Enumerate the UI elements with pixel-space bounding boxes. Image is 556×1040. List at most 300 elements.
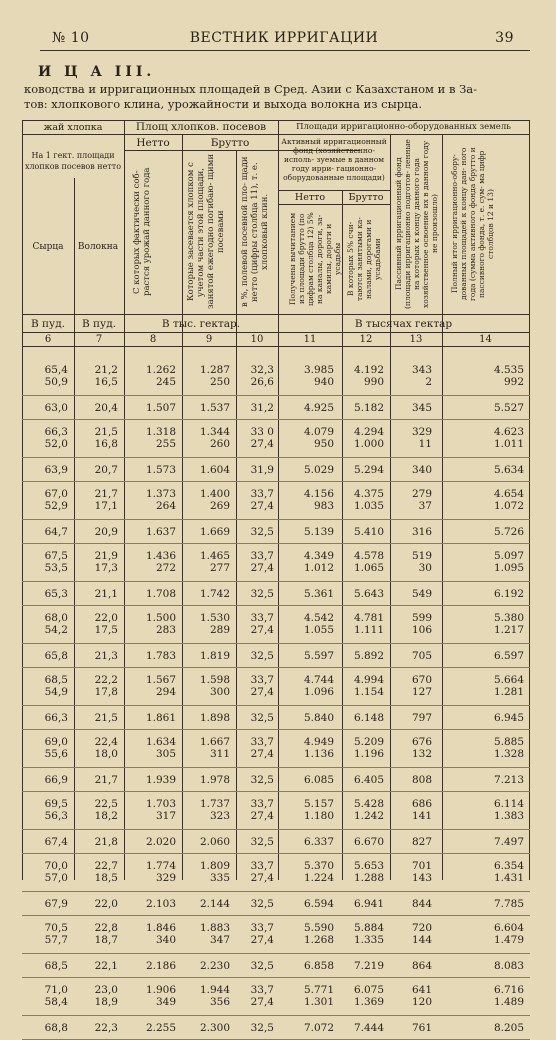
cell-value: 31,2 <box>250 402 274 414</box>
cell-value: 549 <box>411 588 432 600</box>
table-cell <box>342 612 384 636</box>
cell-value: 5.643 <box>353 588 384 600</box>
table-cell <box>74 550 118 574</box>
cell-value: 1.012 <box>303 562 334 574</box>
table-cell <box>124 464 176 476</box>
cell-value: 300 <box>209 686 230 698</box>
unit-col-11-14: В тысячах гектар <box>354 318 453 330</box>
cell-value: 335 <box>209 872 230 884</box>
cell-value: 4.781 <box>353 612 384 624</box>
cell-value: 21,7 <box>94 488 118 500</box>
table-cell <box>390 798 432 822</box>
cell-value: 1.479 <box>493 934 524 946</box>
cell-value: 6.670 <box>353 836 384 848</box>
cell-value: 53,5 <box>44 562 68 574</box>
header-col-9: Которые засевается хлопком с учетом части этой площади, занятой ежегодно погибаю- щими посевами <box>186 154 226 310</box>
cell-value: 1.667 <box>199 736 230 748</box>
cell-value: 864 <box>411 960 432 972</box>
cell-value: 54,2 <box>44 624 68 636</box>
cell-value: 1.809 <box>199 860 230 872</box>
cell-value: 33,7 <box>250 798 274 810</box>
cell-value: 4.079 <box>303 426 334 438</box>
cell-value: 676 <box>411 736 432 748</box>
table-cell <box>390 488 432 512</box>
cell-value: 5.157 <box>303 798 334 810</box>
cell-value: 17,3 <box>94 562 118 574</box>
header-net: Нетто <box>136 137 170 149</box>
cell-value: 1.383 <box>493 810 524 822</box>
cell-value: 1.224 <box>303 872 334 884</box>
table-cell <box>22 612 68 636</box>
cell-value: 4.156 <box>303 488 334 500</box>
cell-value: 1.065 <box>353 562 384 574</box>
cell-value: 18,7 <box>94 934 118 946</box>
cell-value: 4.654 <box>493 488 524 500</box>
table-cell <box>342 836 384 848</box>
cell-value: 686 <box>411 798 432 810</box>
cell-value: 33,7 <box>250 860 274 872</box>
cell-value: 1.500 <box>145 612 176 624</box>
cell-value: 20,9 <box>94 526 118 538</box>
cell-value: 68,5 <box>44 960 68 972</box>
cell-value: 27,4 <box>250 500 274 512</box>
table-row <box>22 582 530 606</box>
issue-number: № 10 <box>52 30 90 46</box>
table-cell <box>236 774 274 786</box>
table-cell <box>236 922 274 946</box>
table-cell <box>390 984 432 1008</box>
cell-value: 27,4 <box>250 934 274 946</box>
table-cell <box>74 922 118 946</box>
cell-value: 68,0 <box>44 612 68 624</box>
cell-value: 31,9 <box>250 464 274 476</box>
cell-value: 5.294 <box>353 464 384 476</box>
table-cell <box>74 488 118 512</box>
cell-value: 983 <box>313 500 334 512</box>
cell-value: 7.219 <box>353 960 384 972</box>
table-cell <box>74 712 118 724</box>
table-cell <box>22 550 68 574</box>
table-cell <box>124 526 176 538</box>
cell-value: 18,9 <box>94 996 118 1008</box>
table-cell <box>442 736 524 760</box>
table-cell <box>74 836 118 848</box>
table-cell <box>236 588 274 600</box>
cell-value: 67,9 <box>44 898 68 910</box>
column-number: 9 <box>205 334 213 345</box>
table-row <box>22 520 530 544</box>
cell-value: 5.634 <box>493 464 524 476</box>
table-cell <box>278 860 334 884</box>
cell-value: 21,5 <box>94 426 118 438</box>
table-cell <box>278 798 334 822</box>
cell-value: 1.035 <box>353 500 384 512</box>
table-row <box>22 978 530 1016</box>
table-cell <box>390 464 432 476</box>
table-cell <box>22 736 68 760</box>
cell-value: 52,9 <box>44 500 68 512</box>
cell-value: 22,3 <box>94 1022 118 1034</box>
column-number: 10 <box>250 334 264 345</box>
cell-value: 64,7 <box>44 526 68 538</box>
cell-value: 1.242 <box>353 810 384 822</box>
table-cell <box>74 774 118 786</box>
table-cell <box>442 612 524 636</box>
table-cell <box>124 650 176 662</box>
table-cell <box>236 1022 274 1034</box>
table-rule <box>22 332 530 333</box>
cell-value: 992 <box>503 376 524 388</box>
cell-value: 33,7 <box>250 550 274 562</box>
cell-value: 316 <box>411 526 432 538</box>
cell-value: 345 <box>411 402 432 414</box>
table-cell <box>278 550 334 574</box>
cell-value: 4.578 <box>353 550 384 562</box>
cell-value: 1.268 <box>303 934 334 946</box>
table-cell <box>124 550 176 574</box>
table-cell <box>182 860 230 884</box>
cell-value: 65,4 <box>44 364 68 376</box>
cell-value: 4.623 <box>493 426 524 438</box>
cell-value: 5.840 <box>303 712 334 724</box>
cell-value: 20,7 <box>94 464 118 476</box>
table-cell <box>442 1022 524 1034</box>
table-row <box>22 482 530 520</box>
table-cell <box>236 712 274 724</box>
table-cell <box>182 650 230 662</box>
table-cell <box>278 364 334 388</box>
table-cell <box>442 674 524 698</box>
table-cell <box>22 650 68 662</box>
table-row <box>22 1016 530 1040</box>
header-fiber: Волокна <box>77 242 119 252</box>
cell-value: 120 <box>411 996 432 1008</box>
table-cell <box>342 774 384 786</box>
table-cell <box>22 774 68 786</box>
cell-value: 323 <box>209 810 230 822</box>
table-cell <box>278 588 334 600</box>
cell-value: 250 <box>209 376 230 388</box>
cell-value: 1.436 <box>145 550 176 562</box>
cell-value: 6.945 <box>493 712 524 724</box>
cell-value: 5.726 <box>493 526 524 538</box>
header-col-10: в %, полевой посевной пло- щади нетто (цифры столбца 11), т. е. хлопковый клин. <box>240 156 270 308</box>
cell-value: 32,5 <box>250 712 274 724</box>
table-row <box>22 544 530 582</box>
column-number: 12 <box>359 334 373 345</box>
cell-value: 1.703 <box>145 798 176 810</box>
table-cell <box>124 674 176 698</box>
cell-value: 21,8 <box>94 836 118 848</box>
cell-value: 52,0 <box>44 438 68 450</box>
cell-value: 305 <box>155 748 176 760</box>
table-cell <box>22 364 68 388</box>
table-cell <box>342 860 384 884</box>
table-cell <box>182 426 230 450</box>
cell-value: 1.095 <box>493 562 524 574</box>
table-cell <box>442 650 524 662</box>
table-cell <box>342 798 384 822</box>
cell-value: 69,0 <box>44 736 68 748</box>
cell-value: 32,5 <box>250 526 274 538</box>
cell-value: 720 <box>411 922 432 934</box>
table-cell <box>182 712 230 724</box>
header-gross: Брутто <box>210 137 250 149</box>
table-cell <box>74 984 118 1008</box>
column-number: 7 <box>95 334 103 345</box>
cell-value: 5.182 <box>353 402 384 414</box>
table-cell <box>22 960 68 972</box>
cell-value: 57,0 <box>44 872 68 884</box>
table-row <box>22 916 530 954</box>
table-cell <box>74 960 118 972</box>
table-cell <box>442 712 524 724</box>
table-cell <box>342 984 384 1008</box>
cell-value: 33,7 <box>250 736 274 748</box>
cell-value: 2.060 <box>199 836 230 848</box>
cell-value: 1.180 <box>303 810 334 822</box>
cell-value: 340 <box>155 934 176 946</box>
cell-value: 5.884 <box>353 922 384 934</box>
cell-value: 5.771 <box>303 984 334 996</box>
cell-value: 4.744 <box>303 674 334 686</box>
cell-value: 1.096 <box>303 686 334 698</box>
unit-col-7: В пуд. <box>81 318 117 330</box>
cell-value: 2.186 <box>145 960 176 972</box>
cell-value: 272 <box>155 562 176 574</box>
cell-value: 22,4 <box>94 736 118 748</box>
cell-value: 17,8 <box>94 686 118 698</box>
cell-value: 6.405 <box>353 774 384 786</box>
cell-value: 32,5 <box>250 650 274 662</box>
column-number: 14 <box>479 334 492 345</box>
table-cell <box>390 650 432 662</box>
cell-value: 1.708 <box>145 588 176 600</box>
cell-value: 1.328 <box>493 748 524 760</box>
table-cell <box>182 464 230 476</box>
table-label: И Ц А III. <box>38 64 156 80</box>
table-cell <box>22 922 68 946</box>
cell-value: 1.774 <box>145 860 176 872</box>
header-active-fund: Активный ирригационный фонд (хозяйственно-исполь- зуемые в данном году ирри- гационно-оборудованные площади) <box>281 137 387 182</box>
table-cell <box>182 984 230 1008</box>
table-cell <box>124 612 176 636</box>
cell-value: 7.444 <box>353 1022 384 1034</box>
table-cell <box>390 736 432 760</box>
table-cell <box>278 836 334 848</box>
cell-value: 65,3 <box>44 588 68 600</box>
cell-value: 950 <box>313 438 334 450</box>
cell-value: 1.537 <box>199 402 230 414</box>
header-col-14: Полный итог ирригационно-обору- дованных площадей к концу дан- ного года (сумма активного фонда брутто и пассивного фонда, т. е. сум- ма цифр столбцов 12 и 13) <box>450 147 495 301</box>
cell-value: 8.083 <box>493 960 524 972</box>
cell-value: 1.978 <box>199 774 230 786</box>
running-header <box>40 30 528 48</box>
cell-value: 1.431 <box>493 872 524 884</box>
table-cell <box>22 674 68 698</box>
cell-value: 68,8 <box>44 1022 68 1034</box>
cell-value: 844 <box>411 898 432 910</box>
table-cell <box>22 488 68 512</box>
cell-value: 2.144 <box>199 898 230 910</box>
cell-value: 33,7 <box>250 612 274 624</box>
cell-value: 4.535 <box>493 364 524 376</box>
table-cell <box>278 1022 334 1034</box>
cell-value: 33,7 <box>250 488 274 500</box>
table-cell <box>342 402 384 414</box>
table-cell <box>182 402 230 414</box>
cell-value: 22,7 <box>94 860 118 872</box>
cell-value: 70,0 <box>44 860 68 872</box>
table-cell <box>442 464 524 476</box>
cell-value: 670 <box>411 674 432 686</box>
table-rule <box>22 134 530 135</box>
table-rule <box>278 190 390 191</box>
cell-value: 27,4 <box>250 810 274 822</box>
header-col-group-1: жай хлопка <box>43 122 103 133</box>
table-cell <box>442 960 524 972</box>
cell-value: 356 <box>209 996 230 1008</box>
caption-line-1: ководства и ирригационных площадей в Сред. Азии с Казахстаном и в За- <box>24 82 478 96</box>
cell-value: 18,0 <box>94 748 118 760</box>
cell-value: 32,5 <box>250 960 274 972</box>
cell-value: 63,9 <box>44 464 68 476</box>
table-cell <box>124 922 176 946</box>
cell-value: 27,4 <box>250 624 274 636</box>
cell-value: 827 <box>411 836 432 848</box>
cell-value: 16,5 <box>94 376 118 388</box>
cell-value: 5.029 <box>303 464 334 476</box>
unit-col-6: В пуд. <box>30 318 66 330</box>
cell-value: 289 <box>209 624 230 636</box>
header-col-group-3: Площади ирригационно-оборудованных земель <box>296 122 511 132</box>
table-cell <box>278 960 334 972</box>
table-cell <box>74 860 118 884</box>
cell-value: 1.861 <box>145 712 176 724</box>
cell-value: 67,0 <box>44 488 68 500</box>
table-cell <box>74 612 118 636</box>
cell-value: 5.097 <box>493 550 524 562</box>
table-cell <box>74 1022 118 1034</box>
cell-value: 106 <box>411 624 432 636</box>
table-cell <box>390 364 432 388</box>
table-body <box>22 358 530 1040</box>
cell-value: 1.742 <box>199 588 230 600</box>
table-cell <box>342 464 384 476</box>
cell-value: 4.925 <box>303 402 334 414</box>
table-cell <box>342 922 384 946</box>
cell-value: 347 <box>209 934 230 946</box>
table-cell <box>74 650 118 662</box>
cell-value: 127 <box>411 686 432 698</box>
cell-value: 264 <box>155 500 176 512</box>
table-cell <box>278 526 334 538</box>
table-cell <box>22 860 68 884</box>
cell-value: 4.994 <box>353 674 384 686</box>
cell-value: 6.716 <box>493 984 524 996</box>
cell-value: 32,5 <box>250 898 274 910</box>
cell-value: 1.846 <box>145 922 176 934</box>
cell-value: 21,7 <box>94 774 118 786</box>
table-cell <box>278 650 334 662</box>
table-cell <box>236 650 274 662</box>
cell-value: 18,5 <box>94 872 118 884</box>
cell-value: 4.294 <box>353 426 384 438</box>
table-cell <box>390 960 432 972</box>
cell-value: 132 <box>411 748 432 760</box>
cell-value: 6.337 <box>303 836 334 848</box>
table-cell <box>182 736 230 760</box>
table-cell <box>182 588 230 600</box>
table-cell <box>124 960 176 972</box>
cell-value: 329 <box>155 872 176 884</box>
cell-value: 317 <box>155 810 176 822</box>
cell-value: 27,4 <box>250 438 274 450</box>
cell-value: 143 <box>411 872 432 884</box>
cell-value: 1.573 <box>145 464 176 476</box>
cell-value: 260 <box>209 438 230 450</box>
table-cell <box>182 674 230 698</box>
cell-value: 56,3 <box>44 810 68 822</box>
table-cell <box>182 488 230 512</box>
table-cell <box>278 488 334 512</box>
cell-value: 30 <box>418 562 432 574</box>
cell-value: 33,7 <box>250 674 274 686</box>
table-cell <box>342 650 384 662</box>
cell-value: 5.653 <box>353 860 384 872</box>
table-cell <box>442 550 524 574</box>
table-cell <box>390 1022 432 1034</box>
cell-value: 67,5 <box>44 550 68 562</box>
table-cell <box>342 364 384 388</box>
cell-value: 2.020 <box>145 836 176 848</box>
table-cell <box>22 464 68 476</box>
table-cell <box>342 712 384 724</box>
table-cell <box>74 464 118 476</box>
table-cell <box>390 550 432 574</box>
table-cell <box>22 426 68 450</box>
table-cell <box>442 364 524 388</box>
cell-value: 4.949 <box>303 736 334 748</box>
table-cell <box>182 550 230 574</box>
cell-value: 32,5 <box>250 836 274 848</box>
table-cell <box>124 984 176 1008</box>
table-cell <box>236 960 274 972</box>
cell-value: 33 0 <box>250 426 274 438</box>
cell-value: 5.664 <box>493 674 524 686</box>
table-cell <box>236 798 274 822</box>
table-cell <box>182 364 230 388</box>
cell-value: 54,9 <box>44 686 68 698</box>
cell-value: 22,1 <box>94 960 118 972</box>
table-row <box>22 854 530 892</box>
cell-value: 990 <box>363 376 384 388</box>
cell-value: 5.209 <box>353 736 384 748</box>
cell-value: 32,5 <box>250 588 274 600</box>
cell-value: 1.072 <box>493 500 524 512</box>
cell-value: 6.085 <box>303 774 334 786</box>
cell-value: 66,3 <box>44 712 68 724</box>
cell-value: 245 <box>155 376 176 388</box>
cell-value: 5.139 <box>303 526 334 538</box>
cell-value: 6.941 <box>353 898 384 910</box>
cell-value: 5.885 <box>493 736 524 748</box>
table-row <box>22 706 530 730</box>
header-rule <box>40 50 530 51</box>
table-cell <box>124 860 176 884</box>
cell-value: 22,8 <box>94 922 118 934</box>
header-col-8: С которых фактически соб- растся урожай данного года <box>132 167 152 297</box>
